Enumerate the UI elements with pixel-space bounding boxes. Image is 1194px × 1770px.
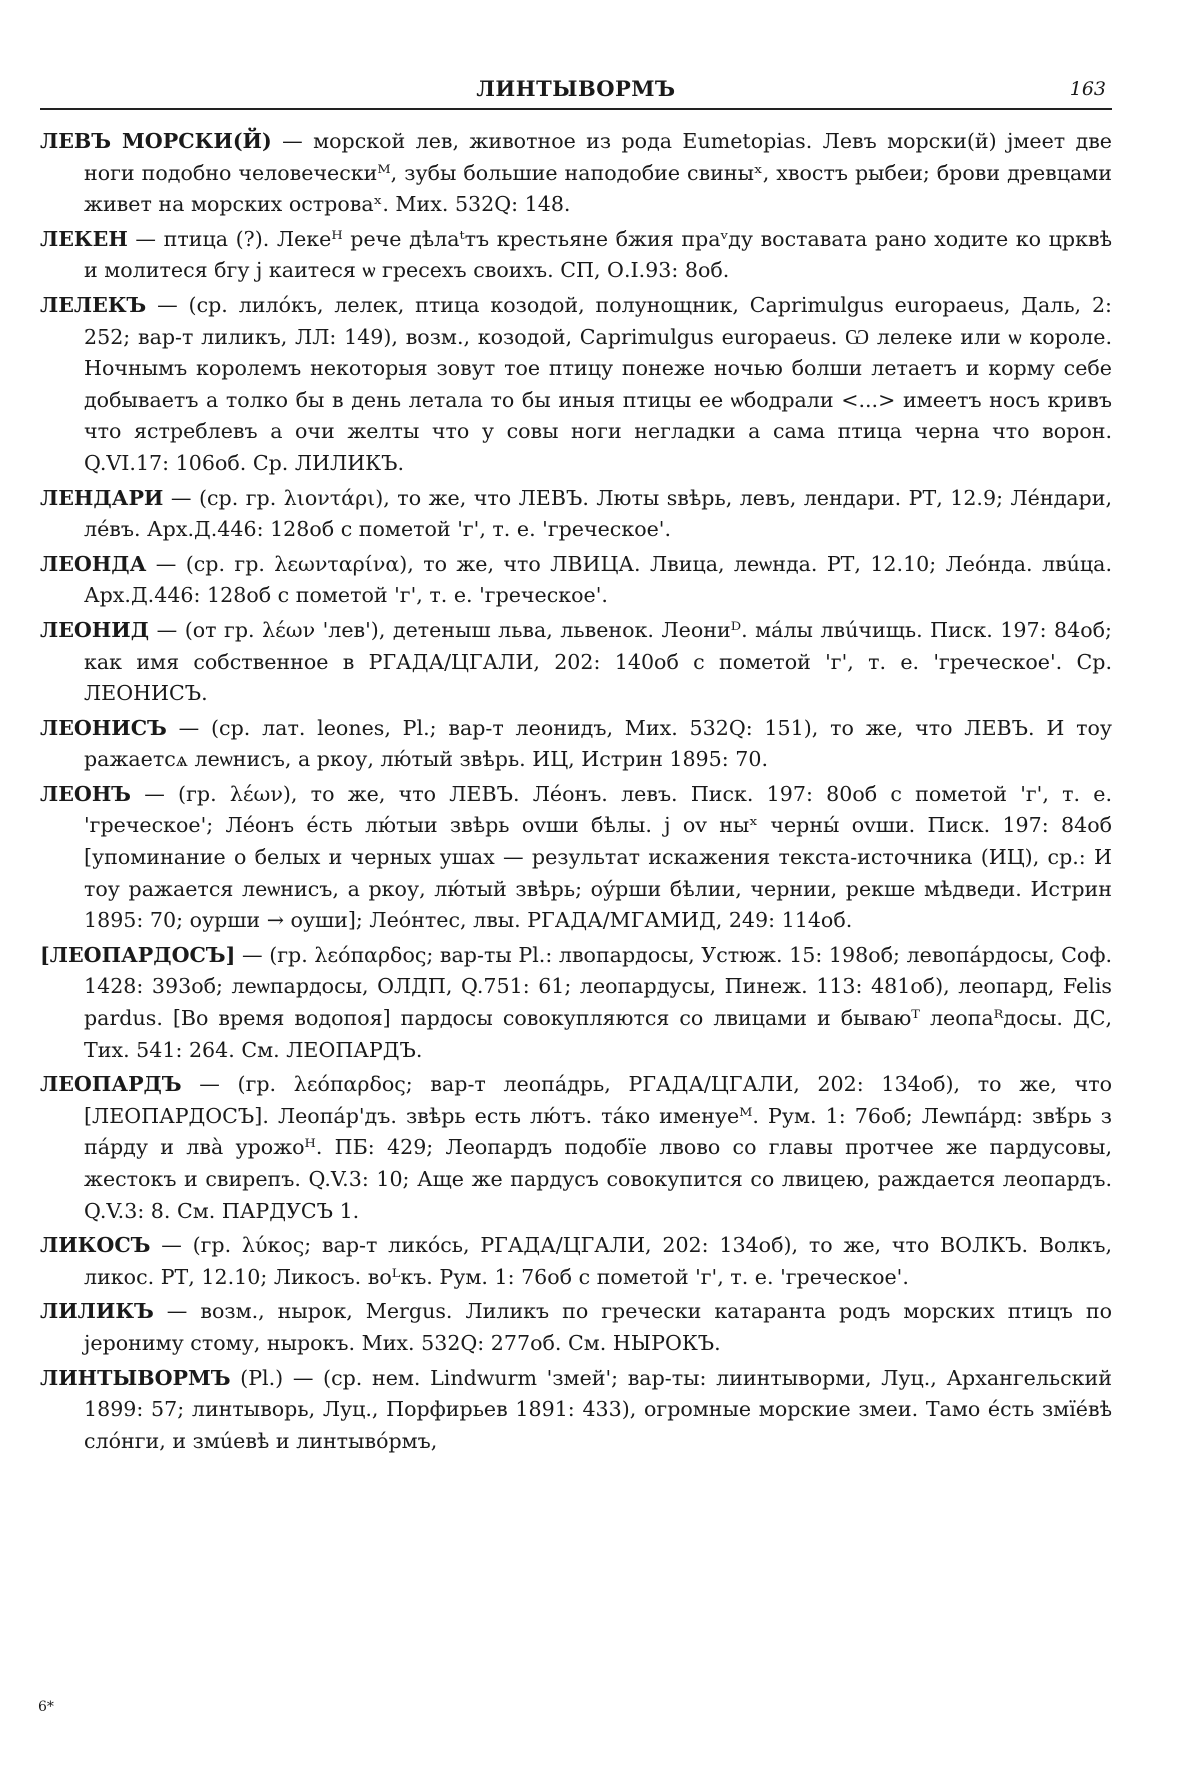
entry-headword: ЛЕЛЕКЪ <box>40 292 147 317</box>
entry-text: — (гр. λύκος; вар-т ликóсь, РГАДА/ЦГАЛИ, 202: 134об), то же, что ВОЛКЪ. Волкъ, ликос. РТ, 12.10; Ликосъ. воᴸкъ. Рум. 1: 76об с пометой 'г', т. е. 'греческое'. <box>84 1233 1112 1289</box>
entry-text: — птица (?). Лекеᴴ рече дѣлаᵗтъ крестьяне бжия праᵛду воставата рано ходите ко црквѣ и молитеся бгу j каитеся ѡ гресехъ своихъ. СП, О.I.93: 8об. <box>84 226 1112 283</box>
printer-signature: 6* <box>38 1699 54 1715</box>
dictionary-entry <box>40 483 1112 546</box>
entry-headword: ЛИЛИКЪ <box>40 1299 154 1324</box>
dictionary-entry <box>40 290 1112 480</box>
entry-text: — (от гр. λέων 'лев'), детеныш льва, львенок. Леониᴰ. мáлы лвúчищь. Писк. 197: 84об; как имя собственное в РГАДА/ЦГАЛИ, 202: 140об с пометой 'г', т. е. 'греческое'. Ср. ЛЕОНИСЪ. <box>84 617 1112 706</box>
entry-headword: ЛЕОПАРДЪ <box>40 1072 182 1097</box>
dictionary-entry <box>40 1296 1112 1359</box>
entry-headword: ЛИНТЫВОРМЪ <box>40 1365 231 1390</box>
dictionary-entry <box>40 549 1112 612</box>
dictionary-entry <box>40 1230 1112 1293</box>
dictionary-entry <box>40 224 1112 287</box>
entry-text: — морской лев, животное из рода Eumetopias. Левъ морски(й) jмеет две ноги подобно человеческиᴹ, зубы большие наподобие свиныˣ, хвостъ рыбеи; брови древцами живет на морских островаˣ. Мих. 532Q: 148. <box>84 129 1112 217</box>
dictionary-entry <box>40 126 1112 221</box>
entry-text: — (ср. лилóкъ, лелек, птица козодой, полунощник, Caprimulgus europaeus, Даль, 2: 252; вар-т лиликъ, ЛЛ: 149), возм., козодой, Caprimulgus europaeus. Ѡ лелеке или ѡ короле. Ночнымъ королемъ некоторыя зовут тое птицу понеже ночью болши летаетъ и корму себе добываетъ а толко бы в день летала то бы иныя птицы ее ѡбодрали <...> имеетъ носъ кривъ что ястреблевъ а очи желты что у совы ноги негладки а сама птица черна что ворон. Q.VI.17: 106об. Ср. ЛИЛИКЪ. <box>84 292 1112 475</box>
entry-text: — (гр. λέων), то же, что ЛЕВЪ. Лéонъ. левъ. Писк. 197: 80об с пометой 'г', т. е. 'греческое'; Лéонъ éсть лю́тыи звѣрь оvши бѣлы. j оv ныˣ черны́ оvши. Писк. 197: 84об [упоминание о белых и черных ушах — результат искажения текста-источника (ИЦ), ср.: И тоу ражается леѡнисъ, а ркоу, лю́тый звѣрь; оу́рши бѣлии, чернии, рекше мѣдведи. Истрин 1895: 70; оурши → оуши]; Леóнтес, лвы. РГАДА/МГАМИД, 249: 114об. <box>84 781 1112 933</box>
running-head <box>40 68 1112 110</box>
entry-text: — возм., нырок, Mergus. Лиликъ по гречески катаранта родъ морских птицъ по јерониму стому, нырокъ. Мих. 532Q: 277об. См. НЫРОКЪ. <box>84 1299 1112 1355</box>
entry-text: — (гр. λεόπαρδος; вар-т леопáдрь, РГАДА/ЦГАЛИ, 202: 134об), то же, что [ЛЕОПАРДОСЪ]. Леопáр'дъ. звѣрь есть лю́тъ. тáко именуеᴹ. Рум. 1: 76об; Леѡпáрд: звѣ́рь з пáрду и лвà урожоᴴ. ПБ: 429; Леопардъ подобїе лвово со главы протчее же пардусовы, жестокъ и свирепъ. Q.V.3: 10; Аще же пардусъ совокупится со лвицею, раждается леопардъ. Q.V.3: 8. См. ПАРДУСЪ 1. <box>84 1072 1112 1223</box>
dictionary-entry <box>40 1069 1112 1227</box>
entry-headword: ЛЕОНИД <box>40 617 150 642</box>
entry-headword: ЛЕНДАРИ <box>40 485 164 510</box>
entry-headword: ЛЕОНЪ <box>40 781 132 806</box>
entry-text: — (ср. лат. leones, Pl.; вар-т леонидъ, Мих. 532Q: 151), то же, что ЛЕВЪ. И тоу ражаетсѧ леѡнисъ, а ркоу, лю́тый звѣрь. ИЦ, Истрин 1895: 70. <box>84 715 1112 772</box>
entry-text: (Pl.) — (ср. нем. Lindwurm 'змей'; вар-ты: лиинтыворми, Луц., Архангельский 1899: 57; линтыворь, Луц., Порфирьев 1891: 433), огромные морские змеи. Тамо éсть змїéвѣ слóнги, и змúевѣ и линтывóрмъ, <box>84 1365 1112 1453</box>
dictionary-entry <box>40 1363 1112 1458</box>
dictionary-entry <box>40 940 1112 1066</box>
running-title: ЛИНТЫВОРМЪ <box>476 76 676 101</box>
entry-headword: ЛИКОСЪ <box>40 1233 151 1258</box>
dictionary-entry <box>40 713 1112 776</box>
page-number: 163 <box>1069 78 1106 100</box>
entry-headword: [ЛЕОПАРДОСЪ] <box>40 942 236 967</box>
entry-headword: ЛЕВЪ МОРСКИ(Й) <box>40 129 272 153</box>
entry-text: — (гр. λεόπαρδος; вар-ты Pl.: лвопардосы, Устюж. 15: 198об; левопáрдосы, Соф. 1428: 393об; леѡпардосы, ОЛДП, Q.751: 61; леопардусы, Пинеж. 113: 481об), леопард, Felis pardus. [Во время водопоя] пардосы совокупляются со лвицами и бываюᵀ леопаᴿдосы. ДС, Тих. 541: 264. См. ЛЕОПАРДЪ. <box>84 942 1112 1062</box>
dictionary-entries <box>40 126 1112 1460</box>
entry-headword: ЛЕОНИСЪ <box>40 715 167 740</box>
entry-text: — (ср. гр. λιοντάρι), то же, что ЛЕВЪ. Люты ѕвѣрь, левъ, лендари. РТ, 12.9; Лéндари, лéвъ. Арх.Д.446: 128об с пометой 'г', т. е. 'греческое'. <box>84 485 1112 542</box>
dictionary-entry <box>40 779 1112 937</box>
entry-text: — (ср. гр. λεωνταρίνα), то же, что ЛВИЦА. Лвица, леѡнда. РТ, 12.10; Леóнда. лвúца. Арх.Д.446: 128об с пометой 'г', т. е. 'греческое'. <box>84 551 1112 608</box>
entry-headword: ЛЕКЕН <box>40 226 128 251</box>
dictionary-entry <box>40 615 1112 710</box>
entry-headword: ЛЕОНДА <box>40 551 147 576</box>
